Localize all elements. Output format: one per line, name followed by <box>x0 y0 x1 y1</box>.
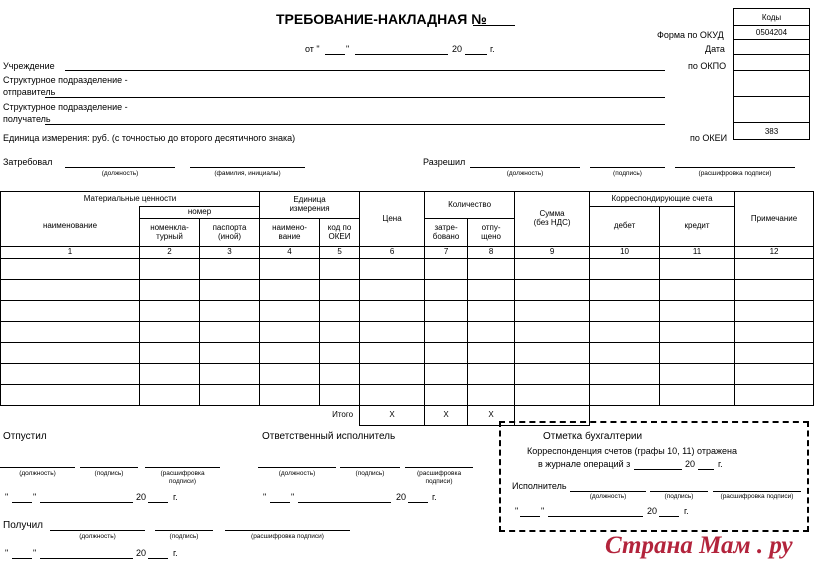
okud-value: 0504204 <box>734 26 809 40</box>
codes-header: Коды <box>734 9 809 26</box>
table-cell[interactable] <box>1 385 140 406</box>
column-numbers-row <box>1 247 814 259</box>
table-cell[interactable] <box>260 301 320 322</box>
table-cell[interactable] <box>260 364 320 385</box>
document-number-field[interactable] <box>473 25 515 26</box>
table-row <box>1 322 814 343</box>
header-credit: кредит <box>660 207 735 247</box>
dept-receiver-label-2: получатель <box>3 114 51 124</box>
accounting-signature-caption: (подпись) <box>664 493 694 500</box>
table-cell[interactable] <box>360 259 425 280</box>
dept-receiver-label-1: Структурное подразделение - <box>3 102 128 112</box>
table-cell[interactable] <box>140 322 200 343</box>
table-cell[interactable] <box>425 364 468 385</box>
table-row <box>1 259 814 280</box>
col-number: 4 <box>260 247 320 259</box>
date-year-field[interactable] <box>465 54 487 55</box>
table-cell[interactable] <box>1 343 140 364</box>
okpo-cell[interactable] <box>734 55 809 71</box>
received-date-day[interactable] <box>12 558 32 559</box>
col-number: 3 <box>200 247 260 259</box>
table-cell[interactable] <box>200 385 260 406</box>
table-cell[interactable] <box>200 322 260 343</box>
table-cell[interactable] <box>468 343 515 364</box>
col-number: 2 <box>140 247 200 259</box>
table-cell[interactable] <box>735 364 814 385</box>
table-cell[interactable] <box>140 301 200 322</box>
received-decoding-field[interactable] <box>225 530 350 531</box>
released-date-quote: " <box>5 492 9 502</box>
accounting-line1: Корреспонденция счетов (графы 10, 11) отражена <box>527 446 737 456</box>
accounting-date-day[interactable] <box>520 516 540 517</box>
total-label: Итого <box>1 406 360 426</box>
requested-position-caption: (должность) <box>101 170 139 177</box>
materials-table <box>0 191 814 426</box>
header-debit: дебет <box>590 207 660 247</box>
header-price: Цена <box>360 192 425 247</box>
table-cell[interactable] <box>515 364 590 385</box>
table-cell[interactable] <box>320 385 360 406</box>
allowed-label: Разрешил <box>423 157 466 167</box>
dept-receiver-field[interactable] <box>45 124 665 125</box>
accounting-title: Отметка бухгалтерии <box>543 431 643 442</box>
accounting-year-field[interactable] <box>698 469 714 470</box>
table-cell[interactable] <box>140 259 200 280</box>
accounting-executor-decoding[interactable] <box>713 491 801 492</box>
table-cell[interactable] <box>260 259 320 280</box>
table-cell[interactable] <box>468 301 515 322</box>
table-cell[interactable] <box>425 385 468 406</box>
allowed-position-field[interactable] <box>470 167 580 168</box>
table-cell[interactable] <box>360 280 425 301</box>
accounting-date-month[interactable] <box>548 516 643 517</box>
accounting-line2: в журнале операций з <box>538 459 631 469</box>
accounting-date-year[interactable] <box>659 516 679 517</box>
released-decoding-caption-1: (расшифровка <box>160 470 205 477</box>
table-cell[interactable] <box>360 364 425 385</box>
col-number: 6 <box>360 247 425 259</box>
table-cell[interactable] <box>1 280 140 301</box>
date-month-field[interactable] <box>355 54 448 55</box>
table-cell[interactable] <box>590 364 660 385</box>
released-date-quote-close: " <box>33 492 37 502</box>
accounting-year-prefix: 20 <box>685 459 696 469</box>
table-cell[interactable] <box>140 343 200 364</box>
dept-receiver-code-cell[interactable] <box>734 97 809 123</box>
table-cell[interactable] <box>425 301 468 322</box>
table-cell[interactable] <box>590 259 660 280</box>
table-row <box>1 385 814 406</box>
released-date-month[interactable] <box>40 502 133 503</box>
table-cell[interactable] <box>360 385 425 406</box>
table-cell[interactable] <box>200 259 260 280</box>
date-code-cell[interactable] <box>734 40 809 55</box>
received-label: Получил <box>3 520 43 531</box>
responsible-label: Ответственный исполнитель <box>262 431 396 442</box>
table-cell[interactable] <box>735 280 814 301</box>
table-cell[interactable] <box>320 259 360 280</box>
dept-sender-code-cell[interactable] <box>734 71 809 97</box>
table-cell[interactable] <box>1 364 140 385</box>
header-number: номер <box>140 207 260 219</box>
header-passport: паспорта (иной) <box>200 219 260 247</box>
document-title: ТРЕБОВАНИЕ-НАКЛАДНАЯ № <box>276 11 487 27</box>
released-date-year-prefix: 20 <box>136 492 147 502</box>
allowed-position-caption: (должность) <box>506 170 544 177</box>
header-accounts: Корреспондирующие счета <box>590 192 735 207</box>
table-cell[interactable] <box>320 301 360 322</box>
accounting-position-caption: (должность) <box>589 493 627 500</box>
responsible-date-quote-close: " <box>291 492 295 502</box>
watermark-logo: Страна Мам . ру <box>605 532 793 559</box>
accounting-executor-signature[interactable] <box>650 491 708 492</box>
responsible-signature-caption: (подпись) <box>355 470 385 477</box>
header-note: Примечание <box>735 192 814 247</box>
allowed-decoding-field[interactable] <box>675 167 795 168</box>
responsible-position-field[interactable] <box>258 467 336 468</box>
table-cell[interactable] <box>515 322 590 343</box>
header-material-values: Материальные ценности <box>1 192 260 207</box>
header-okei: код по ОКЕИ <box>320 219 360 247</box>
table-cell[interactable] <box>360 322 425 343</box>
header-quantity: Количество <box>425 192 515 219</box>
col-number: 9 <box>515 247 590 259</box>
header-requested: затре- бовано <box>425 219 468 247</box>
codes-box <box>733 8 810 140</box>
requested-name-field[interactable] <box>190 167 305 168</box>
accounting-date-year-prefix: 20 <box>647 506 658 516</box>
received-date-quote: " <box>5 548 9 558</box>
dept-sender-label-1: Структурное подразделение - <box>3 75 128 85</box>
table-cell[interactable] <box>590 322 660 343</box>
released-label: Отпустил <box>3 431 47 442</box>
table-cell[interactable] <box>140 364 200 385</box>
responsible-date-day[interactable] <box>270 502 290 503</box>
table-cell[interactable] <box>468 364 515 385</box>
requested-name-caption: (фамилия, инициалы) <box>214 170 281 177</box>
table-cell[interactable] <box>360 301 425 322</box>
table-cell[interactable] <box>1 322 140 343</box>
table-cell[interactable] <box>735 343 814 364</box>
accounting-decoding-caption: (расшифровка подписи) <box>720 493 794 500</box>
responsible-decoding-caption-1: (расшифровка <box>416 470 462 477</box>
released-signature-caption: (подпись) <box>94 470 124 477</box>
dept-sender-field[interactable] <box>45 97 665 98</box>
received-decoding-caption: (расшифровка подписи) <box>251 533 324 540</box>
table-cell[interactable] <box>515 301 590 322</box>
table-cell[interactable] <box>660 364 735 385</box>
accounting-date-year-suffix: г. <box>684 506 689 516</box>
table-cell[interactable] <box>320 343 360 364</box>
header-name: наименование <box>1 207 140 247</box>
date-day-field[interactable] <box>325 54 345 55</box>
responsible-date-month[interactable] <box>298 502 391 503</box>
col-number: 12 <box>735 247 814 259</box>
accounting-date-quote-close: " <box>541 506 545 516</box>
table-cell[interactable] <box>515 385 590 406</box>
institution-field[interactable] <box>65 70 665 71</box>
received-position-caption: (должность) <box>79 533 116 540</box>
table-cell[interactable] <box>468 322 515 343</box>
responsible-date-year[interactable] <box>408 502 428 503</box>
table-cell[interactable] <box>320 280 360 301</box>
table-cell[interactable] <box>200 280 260 301</box>
table-cell[interactable] <box>515 259 590 280</box>
date-prefix: от " <box>305 44 320 54</box>
accounting-executor-label: Исполнитель <box>512 481 567 491</box>
dept-sender-label-2: отправитель <box>3 87 56 97</box>
table-cell[interactable] <box>260 280 320 301</box>
released-date-year-suffix: г. <box>173 492 178 502</box>
table-cell[interactable] <box>260 343 320 364</box>
accounting-executor-position[interactable] <box>570 491 646 492</box>
total-released-x: X <box>468 406 515 426</box>
table-cell[interactable] <box>140 385 200 406</box>
requested-label: Затребовал <box>3 157 53 167</box>
received-date-year-suffix: г. <box>173 548 178 558</box>
table-cell[interactable] <box>320 364 360 385</box>
table-cell[interactable] <box>425 280 468 301</box>
date-code-label: Дата <box>705 44 725 54</box>
table-cell[interactable] <box>590 343 660 364</box>
table-cell[interactable] <box>425 322 468 343</box>
received-date-year[interactable] <box>148 558 168 559</box>
table-cell[interactable] <box>735 385 814 406</box>
col-number: 10 <box>590 247 660 259</box>
table-cell[interactable] <box>660 343 735 364</box>
date-quote-close: " <box>346 44 350 54</box>
table-cell[interactable] <box>468 385 515 406</box>
responsible-date-year-suffix: г. <box>432 492 437 502</box>
table-cell[interactable] <box>468 259 515 280</box>
responsible-decoding-caption-2: подписи) <box>425 478 453 485</box>
table-cell[interactable] <box>468 280 515 301</box>
header-released: отпу- щено <box>468 219 515 247</box>
received-date-quote-close: " <box>33 548 37 558</box>
okei-label: по ОКЕИ <box>690 133 728 143</box>
table-cell[interactable] <box>590 301 660 322</box>
table-cell[interactable] <box>660 385 735 406</box>
released-date-day[interactable] <box>12 502 32 503</box>
received-signature-field[interactable] <box>155 530 213 531</box>
table-cell[interactable] <box>660 280 735 301</box>
table-cell[interactable] <box>660 322 735 343</box>
okei-value: 383 <box>764 126 779 136</box>
table-cell[interactable] <box>260 385 320 406</box>
table-cell[interactable] <box>590 385 660 406</box>
table-cell[interactable] <box>735 259 814 280</box>
total-requested-x: X <box>425 406 468 426</box>
table-cell[interactable] <box>1 259 140 280</box>
table-cell[interactable] <box>425 259 468 280</box>
received-date-year-prefix: 20 <box>136 548 147 558</box>
received-signature-caption: (подпись) <box>169 533 199 540</box>
table-cell[interactable] <box>735 301 814 322</box>
table-cell[interactable] <box>200 301 260 322</box>
released-position-caption: (должность) <box>19 470 56 477</box>
table-cell[interactable] <box>660 301 735 322</box>
total-price-x: X <box>360 406 425 426</box>
col-number: 7 <box>425 247 468 259</box>
table-cell[interactable] <box>425 343 468 364</box>
responsible-date-quote: " <box>263 492 267 502</box>
responsible-signature-field[interactable] <box>340 467 400 468</box>
responsible-date-year-prefix: 20 <box>396 492 407 502</box>
released-decoding-caption-2: подписи) <box>169 478 196 485</box>
okud-label: Форма по ОКУД <box>657 30 724 40</box>
released-decoding-field[interactable] <box>145 467 220 468</box>
received-date-month[interactable] <box>40 558 133 559</box>
accounting-year-suffix: г. <box>718 459 723 469</box>
table-row <box>1 301 814 322</box>
table-cell[interactable] <box>515 280 590 301</box>
table-cell[interactable] <box>140 280 200 301</box>
col-number: 11 <box>660 247 735 259</box>
table-cell[interactable] <box>590 280 660 301</box>
table-cell[interactable] <box>1 301 140 322</box>
table-cell[interactable] <box>660 259 735 280</box>
header-sum: Сумма (без НДС) <box>515 192 590 247</box>
header-nomenclature: номенкла- турный <box>140 219 200 247</box>
requested-position-field[interactable] <box>65 167 175 168</box>
allowed-signature-caption: (подпись) <box>613 170 642 177</box>
received-position-field[interactable] <box>50 530 145 531</box>
table-cell[interactable] <box>200 364 260 385</box>
accounting-date-quote: " <box>515 506 519 516</box>
unit-label: Единица измерения: руб. (с точностью до второго десятичного знака) <box>3 133 296 143</box>
date-year-suffix: г. <box>490 44 495 54</box>
allowed-decoding-caption: (расшифровка подписи) <box>698 170 772 177</box>
table-cell[interactable] <box>320 322 360 343</box>
table-cell[interactable] <box>515 343 590 364</box>
table-row <box>1 280 814 301</box>
responsible-position-caption: (должность) <box>278 470 316 477</box>
table-cell[interactable] <box>260 322 320 343</box>
col-number: 1 <box>1 247 140 259</box>
released-signature-field[interactable] <box>80 467 138 468</box>
released-position-field[interactable] <box>0 467 75 468</box>
table-cell[interactable] <box>360 343 425 364</box>
okpo-label: по ОКПО <box>688 61 727 71</box>
header-unit: Единица измерения <box>260 192 360 219</box>
table-cell[interactable] <box>735 322 814 343</box>
header-unit-name: наимено- вание <box>260 219 320 247</box>
responsible-decoding-field[interactable] <box>405 467 473 468</box>
table-row <box>1 343 814 364</box>
institution-label: Учреждение <box>3 61 55 71</box>
date-year-prefix: 20 <box>452 44 463 54</box>
table-row <box>1 364 814 385</box>
allowed-signature-field[interactable] <box>590 167 665 168</box>
col-number: 5 <box>320 247 360 259</box>
accounting-journal-field[interactable] <box>634 469 682 470</box>
released-date-year[interactable] <box>148 502 168 503</box>
table-cell[interactable] <box>200 343 260 364</box>
col-number: 8 <box>468 247 515 259</box>
